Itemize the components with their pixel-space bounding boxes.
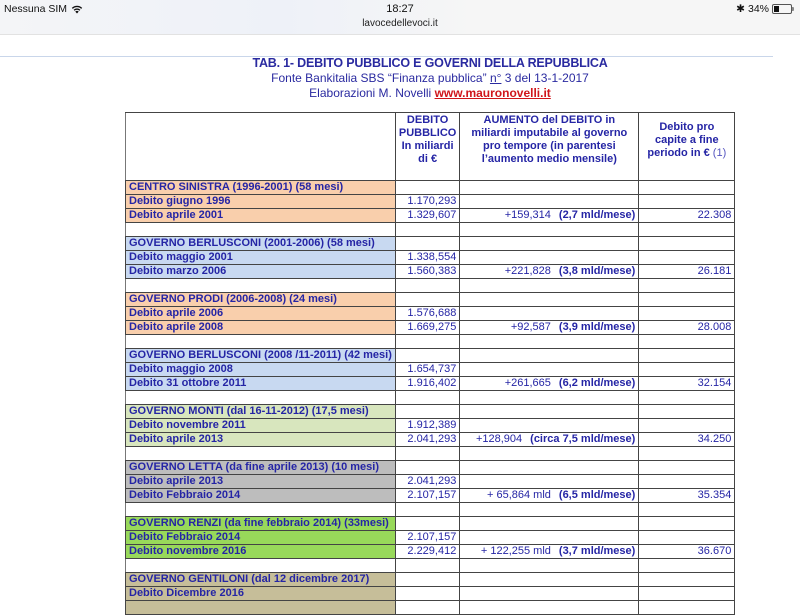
increase-cell bbox=[460, 419, 639, 433]
carrier-label: Nessuna SIM bbox=[4, 3, 68, 15]
table-row bbox=[126, 265, 735, 279]
battery-icon bbox=[772, 4, 792, 14]
empty-cell bbox=[126, 503, 396, 517]
source-suffix: 3 del 13-1-2017 bbox=[501, 71, 589, 85]
empty-cell bbox=[639, 559, 735, 573]
per-capita-value: 36.670 bbox=[639, 545, 735, 559]
header-label bbox=[126, 113, 396, 181]
increase-cell bbox=[460, 307, 639, 321]
government-name: GOVERNO PRODI (2006-2008) (24 mesi) bbox=[126, 293, 396, 307]
source-prefix: Fonte Bankitalia SBS “Finanza pubblica” bbox=[271, 71, 490, 85]
debt-value: 2.041,293 bbox=[395, 475, 459, 489]
per-capita-value bbox=[639, 419, 735, 433]
row-label: Debito giugno 1996 bbox=[126, 195, 396, 209]
battery-fill bbox=[774, 6, 779, 12]
header-debt: DEBITO PUBBLICO In miliardi di € bbox=[395, 113, 459, 181]
table-title: TAB. 1- DEBITO PUBBLICO E GOVERNI DELLA REPUBBLICA bbox=[252, 56, 608, 70]
empty-cell bbox=[639, 223, 735, 237]
row-label bbox=[126, 601, 396, 615]
header-increase: AUMENTO del DEBITO in miliardi imputabile al governo pro tempore (in parentesi l’aumento medio mensile) bbox=[460, 113, 639, 181]
debt-value: 1.170,293 bbox=[395, 195, 459, 209]
debt-value: 2.107,157 bbox=[395, 531, 459, 545]
row-label: Debito Febbraio 2014 bbox=[126, 489, 396, 503]
increase-cell bbox=[460, 587, 639, 601]
clock: 18:27 bbox=[386, 3, 414, 15]
empty-cell bbox=[395, 335, 459, 349]
row-label: Debito 31 ottobre 2011 bbox=[126, 377, 396, 391]
per-capita-value bbox=[639, 363, 735, 377]
per-capita-value: 28.008 bbox=[639, 321, 735, 335]
header-per-capita-text: Debito pro capite a fine periodo in € bbox=[647, 121, 719, 159]
debt-value: 2.107,157 bbox=[395, 489, 459, 503]
debt-value: 2.229,412 bbox=[395, 545, 459, 559]
debt-value bbox=[395, 587, 459, 601]
increase-value: +261,665 bbox=[504, 377, 551, 389]
group-header-row bbox=[126, 349, 735, 363]
per-capita-value bbox=[639, 307, 735, 321]
row-label: Debito aprile 2001 bbox=[126, 209, 396, 223]
monthly-increase: (6,2 mld/mese) bbox=[558, 377, 636, 389]
source-number-label: n° bbox=[489, 71, 502, 85]
debt-table bbox=[125, 112, 735, 615]
debt-value bbox=[395, 601, 459, 615]
table-row bbox=[126, 433, 735, 447]
group-header-row bbox=[126, 573, 735, 587]
increase-cell bbox=[460, 293, 639, 307]
empty-cell bbox=[460, 559, 639, 573]
source-line bbox=[0, 71, 800, 85]
table-row bbox=[126, 545, 735, 559]
government-name: GOVERNO BERLUSCONI (2008 /11-2011) (42 mesi) bbox=[126, 349, 396, 363]
battery-info bbox=[736, 3, 792, 15]
debt-value: 1.338,554 bbox=[395, 251, 459, 265]
per-capita-value bbox=[639, 195, 735, 209]
spacer-row bbox=[126, 279, 735, 293]
row-label: Debito novembre 2016 bbox=[126, 545, 396, 559]
group-header-row bbox=[126, 237, 735, 251]
per-capita-value: 34.250 bbox=[639, 433, 735, 447]
table-row bbox=[126, 419, 735, 433]
table-row bbox=[126, 321, 735, 335]
empty-cell bbox=[460, 447, 639, 461]
increase-cell bbox=[460, 265, 639, 279]
per-capita-cell bbox=[639, 461, 735, 475]
author-website-link[interactable]: www.mauronovelli.it bbox=[434, 86, 551, 100]
address-bar[interactable]: lavocedellevoci.it bbox=[362, 18, 438, 29]
debt-cell bbox=[395, 517, 459, 531]
empty-cell bbox=[639, 391, 735, 405]
empty-cell bbox=[460, 503, 639, 517]
table-row bbox=[126, 251, 735, 265]
row-label: Debito Dicembre 2016 bbox=[126, 587, 396, 601]
increase-cell bbox=[460, 237, 639, 251]
table-row bbox=[126, 489, 735, 503]
table-row bbox=[126, 377, 735, 391]
debt-value: 1.669,275 bbox=[395, 321, 459, 335]
empty-cell bbox=[126, 335, 396, 349]
empty-cell bbox=[126, 447, 396, 461]
per-capita-cell bbox=[639, 573, 735, 587]
spacer-row bbox=[126, 503, 735, 517]
increase-cell bbox=[460, 195, 639, 209]
debt-value: 1.912,389 bbox=[395, 419, 459, 433]
increase-value: +92,587 bbox=[510, 321, 551, 333]
spacer-row bbox=[126, 391, 735, 405]
empty-cell bbox=[460, 223, 639, 237]
increase-cell bbox=[460, 363, 639, 377]
per-capita-cell bbox=[639, 349, 735, 363]
government-name: CENTRO SINISTRA (1996-2001) (58 mesi) bbox=[126, 181, 396, 195]
debt-cell bbox=[395, 181, 459, 195]
row-label: Debito aprile 2008 bbox=[126, 321, 396, 335]
increase-cell bbox=[460, 517, 639, 531]
debt-value: 1.576,688 bbox=[395, 307, 459, 321]
per-capita-cell bbox=[639, 405, 735, 419]
row-label: Debito aprile 2013 bbox=[126, 433, 396, 447]
empty-cell bbox=[126, 559, 396, 573]
debt-cell bbox=[395, 237, 459, 251]
table-row bbox=[126, 307, 735, 321]
spacer-row bbox=[126, 335, 735, 349]
debt-value: 1.916,402 bbox=[395, 377, 459, 391]
group-header-row bbox=[126, 405, 735, 419]
table-row bbox=[126, 587, 735, 601]
group-header-row bbox=[126, 461, 735, 475]
monthly-increase: (2,7 mld/mese) bbox=[558, 209, 636, 221]
empty-cell bbox=[126, 391, 396, 405]
monthly-increase: (3,8 mld/mese) bbox=[558, 265, 636, 277]
table-row bbox=[126, 601, 735, 615]
debt-value: 1.329,607 bbox=[395, 209, 459, 223]
spacer-row bbox=[126, 447, 735, 461]
table-row bbox=[126, 475, 735, 489]
table-body bbox=[126, 181, 735, 615]
per-capita-value bbox=[639, 601, 735, 615]
empty-cell bbox=[395, 223, 459, 237]
battery-percent: 34% bbox=[747, 3, 769, 15]
debt-cell bbox=[395, 573, 459, 587]
document-heading bbox=[0, 56, 800, 100]
government-name: GOVERNO GENTILONI (dal 12 dicembre 2017) bbox=[126, 573, 396, 587]
per-capita-cell bbox=[639, 181, 735, 195]
empty-cell bbox=[639, 279, 735, 293]
per-capita-cell bbox=[639, 237, 735, 251]
government-name: GOVERNO BERLUSCONI (2001-2006) (58 mesi) bbox=[126, 237, 396, 251]
ios-status-bar bbox=[0, 0, 800, 35]
group-header-row bbox=[126, 181, 735, 195]
increase-cell bbox=[460, 601, 639, 615]
debt-cell bbox=[395, 293, 459, 307]
increase-cell bbox=[460, 433, 639, 447]
bluetooth-icon: ✱ bbox=[736, 3, 745, 15]
per-capita-value bbox=[639, 531, 735, 545]
per-capita-value bbox=[639, 251, 735, 265]
empty-cell bbox=[395, 391, 459, 405]
group-header-row bbox=[126, 293, 735, 307]
empty-cell bbox=[126, 223, 396, 237]
credit-line bbox=[0, 86, 800, 100]
debt-cell bbox=[395, 461, 459, 475]
increase-cell bbox=[460, 251, 639, 265]
group-header-row bbox=[126, 517, 735, 531]
table-row bbox=[126, 209, 735, 223]
increase-cell bbox=[460, 405, 639, 419]
debt-value: 1.560,383 bbox=[395, 265, 459, 279]
increase-cell bbox=[460, 461, 639, 475]
increase-cell bbox=[460, 573, 639, 587]
row-label: Debito marzo 2006 bbox=[126, 265, 396, 279]
increase-cell bbox=[460, 209, 639, 223]
increase-value: + 122,255 mld bbox=[480, 545, 551, 557]
debt-value: 2.041,293 bbox=[395, 433, 459, 447]
increase-value: +159,314 bbox=[504, 209, 551, 221]
empty-cell bbox=[460, 335, 639, 349]
empty-cell bbox=[395, 559, 459, 573]
empty-cell bbox=[460, 279, 639, 293]
empty-cell bbox=[639, 503, 735, 517]
footnote-marker: (1) bbox=[709, 147, 727, 159]
monthly-increase: (3,7 mld/mese) bbox=[558, 545, 636, 557]
row-label: Debito Febbraio 2014 bbox=[126, 531, 396, 545]
table-row bbox=[126, 363, 735, 377]
increase-value: +128,904 bbox=[475, 433, 523, 445]
empty-cell bbox=[460, 391, 639, 405]
spacer-row bbox=[126, 559, 735, 573]
empty-cell bbox=[639, 335, 735, 349]
debt-cell bbox=[395, 349, 459, 363]
empty-cell bbox=[395, 447, 459, 461]
increase-cell bbox=[460, 377, 639, 391]
per-capita-value: 35.354 bbox=[639, 489, 735, 503]
government-name: GOVERNO MONTI (dal 16-11-2012) (17,5 mesi) bbox=[126, 405, 396, 419]
empty-cell bbox=[395, 503, 459, 517]
empty-cell bbox=[126, 279, 396, 293]
increase-value: +221,828 bbox=[504, 265, 551, 277]
monthly-increase: (6,5 mld/mese) bbox=[558, 489, 636, 501]
government-name: GOVERNO LETTA (da fine aprile 2013) (10 mesi) bbox=[126, 461, 396, 475]
per-capita-cell bbox=[639, 293, 735, 307]
per-capita-value: 26.181 bbox=[639, 265, 735, 279]
per-capita-value bbox=[639, 587, 735, 601]
increase-cell bbox=[460, 531, 639, 545]
per-capita-cell bbox=[639, 517, 735, 531]
monthly-increase: (circa 7,5 mld/mese) bbox=[530, 433, 636, 445]
empty-cell bbox=[639, 447, 735, 461]
spacer-row bbox=[126, 223, 735, 237]
government-name: GOVERNO RENZI (da fine febbraio 2014) (33mesi) bbox=[126, 517, 396, 531]
increase-cell bbox=[460, 321, 639, 335]
table-row bbox=[126, 195, 735, 209]
debt-cell bbox=[395, 405, 459, 419]
row-label: Debito aprile 2006 bbox=[126, 307, 396, 321]
row-label: Debito aprile 2013 bbox=[126, 475, 396, 489]
monthly-increase: (3,9 mld/mese) bbox=[558, 321, 636, 333]
table-row bbox=[126, 531, 735, 545]
table-header-row bbox=[126, 113, 735, 181]
increase-cell bbox=[460, 181, 639, 195]
increase-value: + 65,864 mld bbox=[487, 489, 551, 501]
credit-prefix: Elaborazioni M. Novelli bbox=[309, 86, 435, 100]
row-label: Debito novembre 2011 bbox=[126, 419, 396, 433]
increase-cell bbox=[460, 545, 639, 559]
header-per-capita bbox=[639, 113, 735, 181]
increase-cell bbox=[460, 349, 639, 363]
increase-cell bbox=[460, 489, 639, 503]
per-capita-value: 32.154 bbox=[639, 377, 735, 391]
per-capita-value: 22.308 bbox=[639, 209, 735, 223]
row-label: Debito maggio 2001 bbox=[126, 251, 396, 265]
increase-cell bbox=[460, 475, 639, 489]
per-capita-value bbox=[639, 475, 735, 489]
row-label: Debito maggio 2008 bbox=[126, 363, 396, 377]
debt-value: 1.654,737 bbox=[395, 363, 459, 377]
empty-cell bbox=[395, 279, 459, 293]
